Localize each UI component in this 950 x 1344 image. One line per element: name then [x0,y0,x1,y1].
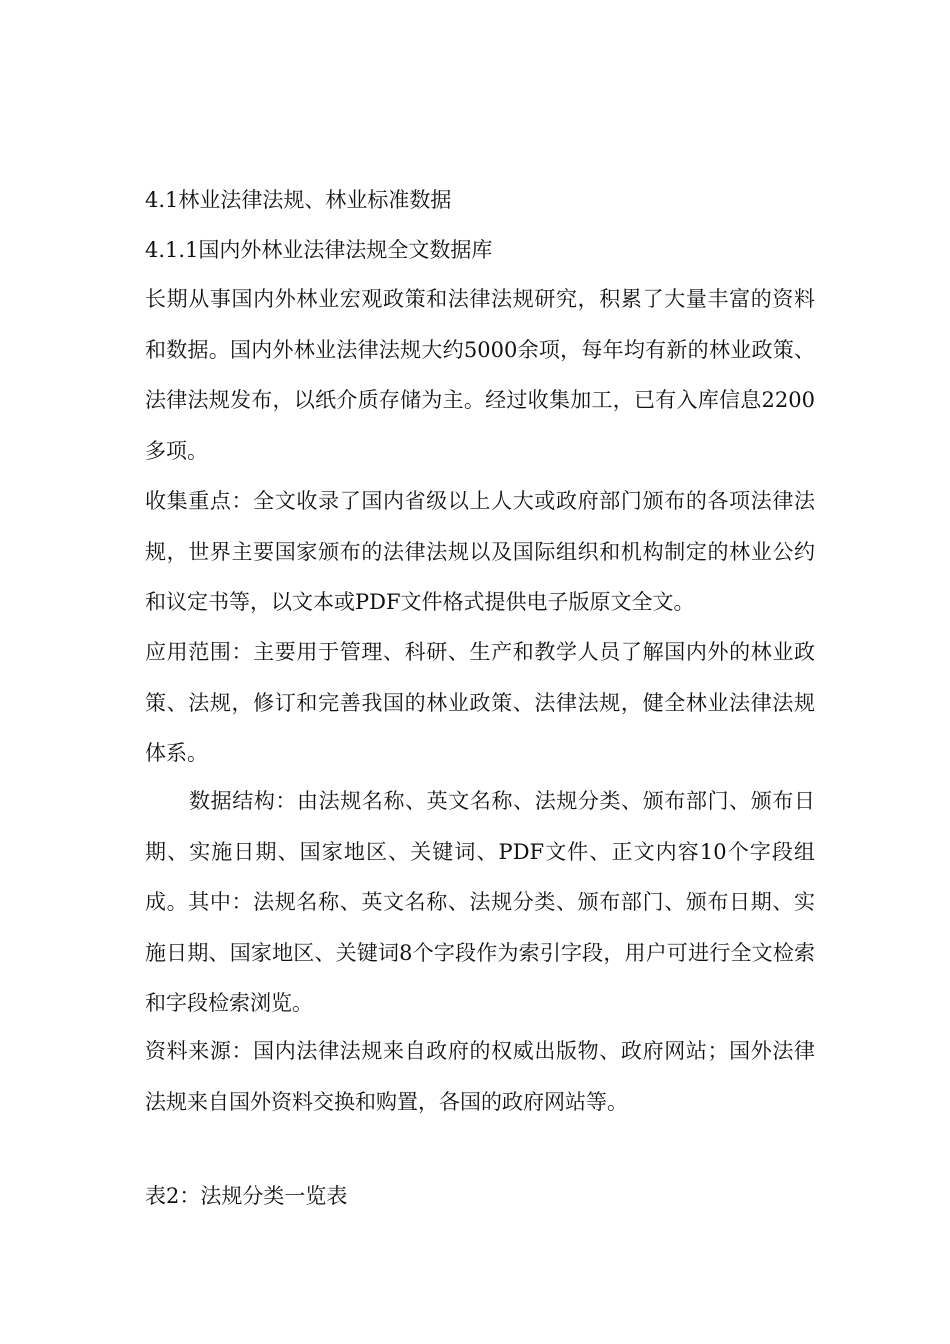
data-source-paragraph: 资料来源：国内法律法规来自政府的权威出版物、政府网站；国外法律法规来自国外资料交换和购置，各国的政府网站等。 [145,1039,815,1114]
collection-focus-paragraph: 收集重点：全文收录了国内省级以上人大或政府部门颁布的各项法律法规，世界主要国家颁布的法律法规以及国际组织和机构制定的林业公约和议定书等，以文本或PDF文件格式提供电子版原文全文。 [145,489,815,614]
application-scope-paragraph: 应用范围：主要用于管理、科研、生产和教学人员了解国内外的林业政策、法规，修订和完善我国的林业政策、法律法规，健全林业法律法规体系。 [145,640,815,765]
intro-paragraph: 长期从事国内外林业宏观政策和法律法规研究，积累了大量丰富的资料和数据。国内外林业法律法规大约5000余项，每年均有新的林业政策、法律法规发布，以纸介质存储为主。经过收集加工，已有入库信息2200多项。 [145,287,815,463]
subsection-title: 4.1.1国内外林业法律法规全文数据库 [145,238,493,262]
table-caption: 表2：法规分类一览表 [145,1184,348,1208]
data-structure-paragraph: 数据结构：由法规名称、英文名称、法规分类、颁布部门、颁布日期、实施日期、国家地区、关键词、PDF文件、正文内容10个字段组成。其中：法规名称、英文名称、法规分类、颁布部门、颁布日期、实施日期、国家地区、关键词8个字段作为索引字段，用户可进行全文检索和字段检索浏览。 [145,789,815,1015]
section-title: 4.1林业法律法规、林业标准数据 [145,188,452,212]
